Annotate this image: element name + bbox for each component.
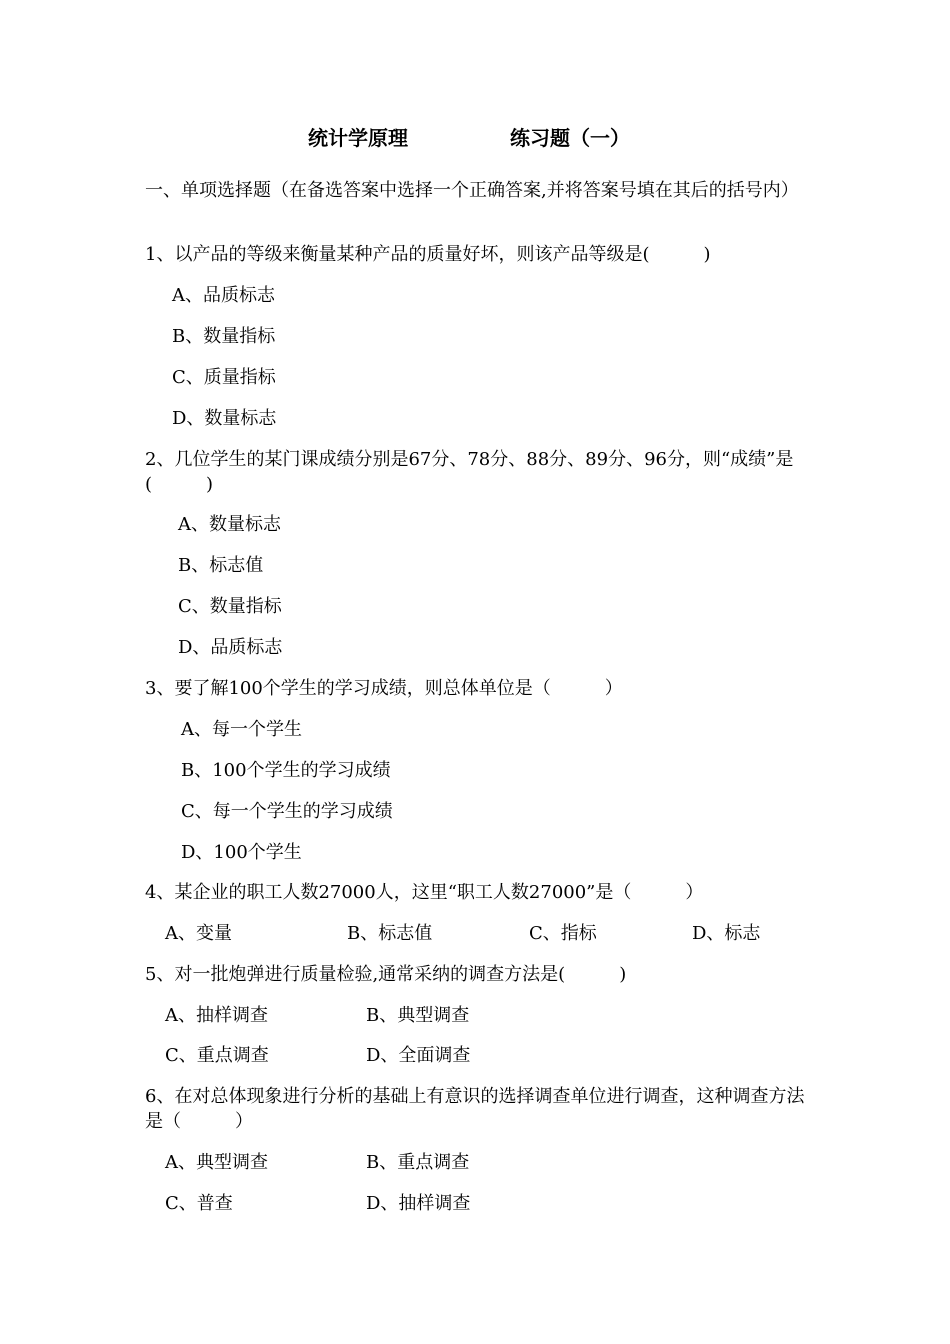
q3-option-c: C、每一个学生的学习成绩 <box>181 801 393 822</box>
q4-option-b: B、标志值 <box>347 923 433 944</box>
q2-option-b: B、标志值 <box>178 555 264 576</box>
question-6-text: 6、在对总体现象进行分析的基础上有意识的选择调查单位进行调查，这种调查方法是（ ） <box>145 1086 805 1132</box>
question-2-text: 2、几位学生的某门课成绩分别是67分、78分、88分、89分、96分，则“成绩”是( ) <box>145 449 794 495</box>
q2-option-c: C、数量指标 <box>178 596 282 617</box>
q5-option-a: A、抽样调查 <box>165 1005 268 1026</box>
q6-option-a: A、典型调查 <box>165 1152 268 1173</box>
q4-option-d: D、标志 <box>692 923 761 944</box>
q3-option-a: A、每一个学生 <box>181 719 302 740</box>
q4-option-a: A、变量 <box>165 923 232 944</box>
question-1-text: 1、以产品的等级来衡量某种产品的质量好坏，则该产品等级是( ) <box>145 244 711 265</box>
q1-option-b: B、数量指标 <box>172 326 276 347</box>
q3-option-d: D、100个学生 <box>181 842 302 863</box>
question-4-text: 4、某企业的职工人数27000人，这里“职工人数27000”是（ ） <box>145 882 704 903</box>
q6-option-b: B、重点调查 <box>366 1152 470 1173</box>
q1-option-a: A、品质标志 <box>172 285 275 306</box>
q1-option-c: C、质量指标 <box>172 367 276 388</box>
q3-option-b: B、100个学生的学习成绩 <box>181 760 391 781</box>
question-3-text: 3、要了解100个学生的学习成绩，则总体单位是（ ） <box>145 678 623 699</box>
q5-option-b: B、典型调查 <box>366 1005 470 1026</box>
title-exercise: 练习题（一） <box>510 126 630 150</box>
q6-option-c: C、普查 <box>165 1193 233 1214</box>
q1-option-d: D、数量标志 <box>172 408 277 429</box>
q5-option-d: D、全面调查 <box>366 1045 471 1066</box>
q6-option-d: D、抽样调查 <box>366 1193 471 1214</box>
q2-option-a: A、数量标志 <box>178 514 281 535</box>
section-heading: 一、单项选择题（在备选答案中选择一个正确答案,并将答案号填在其后的括号内） <box>145 180 799 201</box>
question-5-text: 5、对一批炮弹进行质量检验,通常采纳的调查方法是( ) <box>145 964 627 985</box>
title-course: 统计学原理 <box>308 126 408 150</box>
q2-option-d: D、品质标志 <box>178 637 283 658</box>
q4-option-c: C、指标 <box>529 923 597 944</box>
q5-option-c: C、重点调查 <box>165 1045 269 1066</box>
